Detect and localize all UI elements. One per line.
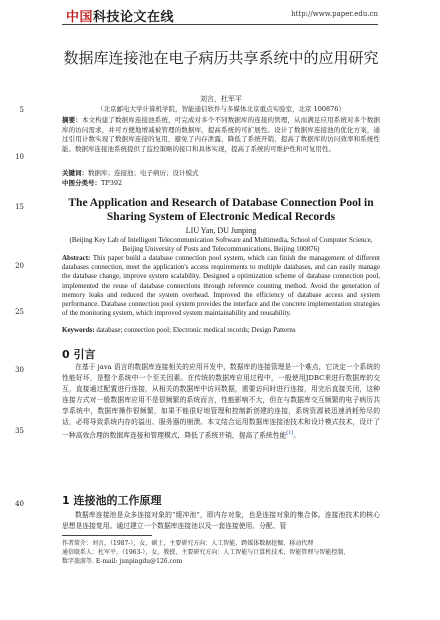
clc-label: 中图分类号： (62, 179, 101, 187)
line-number: 20 (15, 262, 24, 270)
site-url[interactable]: http://www.paper.edu.cn (291, 10, 378, 18)
keywords-en (62, 326, 380, 334)
line-number: 35 (15, 427, 24, 435)
line-number: 30 (15, 366, 24, 374)
footnote-author: 作者简介：刘言，（1987-），女，硕士，主要研究方向：人工智能、跨媒体数据挖掘、移动代理 (62, 540, 314, 547)
paper-title-cn: 数据库连接池在电子病历共享系统中的应用研究 (63, 49, 379, 67)
abstract-cn (62, 116, 380, 154)
keywords-cn-label: 关键词： (62, 169, 88, 177)
keywords-cn (62, 168, 380, 177)
line-number: 40 (15, 500, 24, 508)
line-number: 10 (15, 153, 24, 161)
citation-link[interactable]: [1] (286, 430, 294, 436)
site-logo[interactable] (66, 6, 174, 25)
section-heading-intro: 0 引言 (62, 348, 96, 361)
abstract-cn-label: 摘要： (62, 116, 82, 124)
footnote-contact: 通信联系人：杜军平，（1963-），女，教授，主要研究方向：人工智能与计算机技术，智能管理与智能控制、 (62, 549, 350, 556)
footnote-email: 数字旅游等. E-mail: junpingdu@126.com (62, 558, 183, 565)
section-principle-paragraph: 数据库连接池是众多连接对象的“缓冲池”，即内存对象，也是连接对象的集合体。连接池技术的核心思想是连接复用。通过建立一个数据库连接池以及一套连接使用、分配、管 (62, 511, 380, 530)
authors-cn: 刘言，杜军平 (200, 95, 242, 103)
footnote-rule (62, 535, 152, 536)
section-heading-principle: 1 连接池的工作原理 (62, 494, 162, 507)
keywords-cn-text: 数据库；连接池；电子病历；设计模式 (88, 169, 199, 177)
keywords-en-text: database; connection pool; Electronic medical records; Design Patterns (94, 326, 296, 334)
abstract-en-label: Abstract: (62, 254, 91, 262)
clc-number (62, 178, 380, 187)
section-intro-paragraph (62, 362, 380, 441)
abstract-en-text: This paper build a database connection pool system, which can finish the management of different databases connection, meet the application's access requirements to multiple databases, and can easily manage the database change, improve system scalability. Designed a optimization scheme of database connection pool, implemented the reuse of database connections through reference counting method. Avoid the generation of memory leaks and reduced the system overhead. Improved the efficiency of database access and system performance. Database connection pool system provides the interface and the concrete implementation strategies of the monitoring system, which improved system maintainability and reusability. (62, 254, 380, 318)
logo-red-text: 中国 (66, 10, 94, 25)
intro-tail: 。 (293, 431, 301, 440)
affiliation-en: (Beijing Key Lab of Intelligent Telecommunication Software and Multimedia, School of Computer Science, Beijing University of Posts and Telecommunications, Beijing 100876) (69, 236, 373, 253)
line-number: 5 (19, 106, 24, 114)
abstract-cn-text: 本文构建了数据库连接池系统，可完成对多个不同数据库的连接的管理，从而满足应用系统对多个数据库的访问需求，并可方便地增减被管理的数据库，提高系统的可扩展性。设计了数据库连接池的优化方案，通过引用计数实现了数据库连接的复用，避免了内存泄露，降低了系统开销，提高了数据库的访问效率和系统性能。数据库连接池系统提供了监控策略的接口和具体实现，提高了系统的可维护性和可复用性。 (62, 116, 381, 153)
abstract-en (62, 254, 380, 318)
keywords-en-label: Keywords: (62, 326, 95, 334)
line-number: 25 (15, 308, 24, 316)
clc-text: TP392 (101, 179, 123, 187)
intro-text: 在基于 java 语言的数据库连接相关的应用开发中，数据库的连接管理是一个难点，它决定一个系统的性能好坏，是整个系统中一个至关因素。在传统的数据库应用过程中，一般使用JDBC来进行数据库的交互，直接通过配置进行连接，从相关的数据库中访问数据，需要访问时进行连接，用完后直接关闭，这种连接方式对一般数据库应用不是很频繁的系统而言，性能影响不大，但在与数据库交互频繁的电子病历共享系统中，数据库操作很频繁，如果不能很好地管理和控制新创建的连接，系统资源被迅速消耗殆尽的话，必将导致系统内存的溢出、服务器的崩溃。本文结合运用数据库连接池技术和设计模式技术，设计了一种高效合理的数据库连接和管理模式，降低了系统开销，提高了系统性能 (62, 363, 380, 440)
authors-en: LIU Yan, DU Junping (185, 226, 257, 235)
paper-title-en: The Application and Research of Database Connection Pool in Sharing System of Electronic Medical Records (68, 197, 374, 223)
affiliation-cn: （北京邮电大学计算机学院，智能通信软件与多媒体北京重点实验室，北京 100876） (97, 105, 345, 113)
header-rule (62, 24, 378, 25)
line-number: 15 (15, 203, 24, 211)
logo-text: 科技论文在线 (93, 10, 175, 25)
